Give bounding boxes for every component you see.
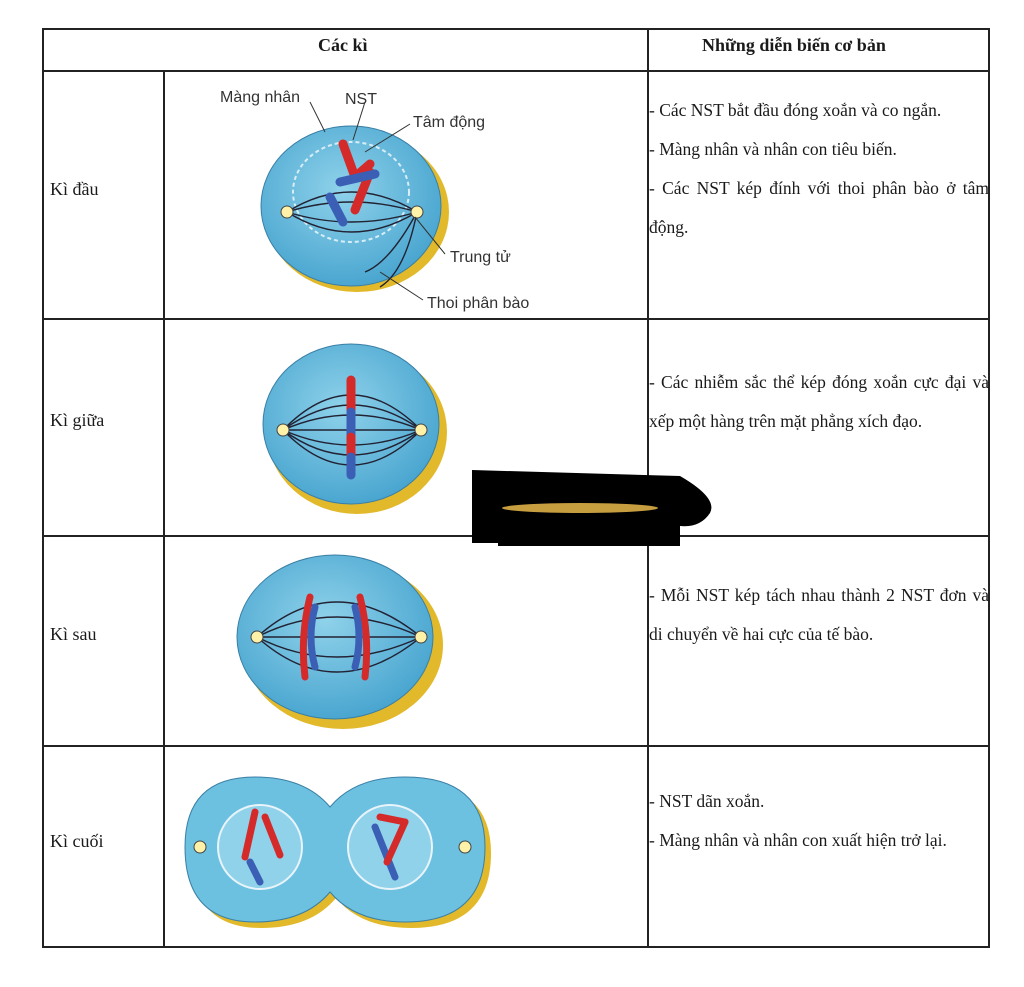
phase-prophase: Kì đầu	[50, 179, 99, 199]
desc-line: - Mỗi NST kép tách nhau thành 2 NST đơn và di chuyển về hai cực của tế bào.	[649, 585, 989, 644]
table-border-left	[42, 28, 44, 948]
label-centriole: Trung tử	[450, 249, 511, 266]
desc-line: - Các NST kép đính với thoi phân bào ở tâm động.	[649, 178, 989, 237]
table-border-top	[42, 28, 990, 30]
desc-line: - Các nhiễm sắc thể kép đóng xoắn cực đại và xếp một hàng trên mặt phẳng xích đạo.	[649, 372, 989, 431]
prophase-cell-illustration	[165, 72, 645, 317]
redaction-mark	[470, 468, 720, 548]
desc-telophase	[649, 782, 989, 860]
label-nuclear-membrane: Màng nhân	[220, 89, 301, 106]
label-spindle: Thoi phân bào	[427, 295, 530, 312]
header-phases: Các kì	[318, 35, 368, 55]
phase-metaphase: Kì giữa	[50, 410, 105, 430]
desc-line: - Các NST bắt đầu đóng xoắn và co ngắn.	[649, 100, 942, 120]
anaphase-cell-illustration	[165, 537, 645, 743]
phase-anaphase: Kì sau	[50, 624, 97, 644]
desc-line: - Màng nhân và nhân con xuất hiện trở lại.	[649, 830, 947, 850]
desc-prophase	[649, 91, 989, 247]
telophase-cell-illustration	[165, 747, 645, 945]
desc-metaphase	[649, 363, 989, 441]
desc-line: - Màng nhân và nhân con tiêu biến.	[649, 139, 897, 159]
desc-anaphase	[649, 576, 989, 654]
header-events: Những diễn biến cơ bản	[702, 35, 886, 55]
table-border-bottom	[42, 946, 990, 948]
label-centromere: Tâm động	[413, 114, 486, 131]
phase-telophase: Kì cuối	[50, 831, 104, 851]
desc-line: - NST dãn xoắn.	[649, 791, 765, 811]
label-chromosome: NST	[345, 91, 377, 108]
